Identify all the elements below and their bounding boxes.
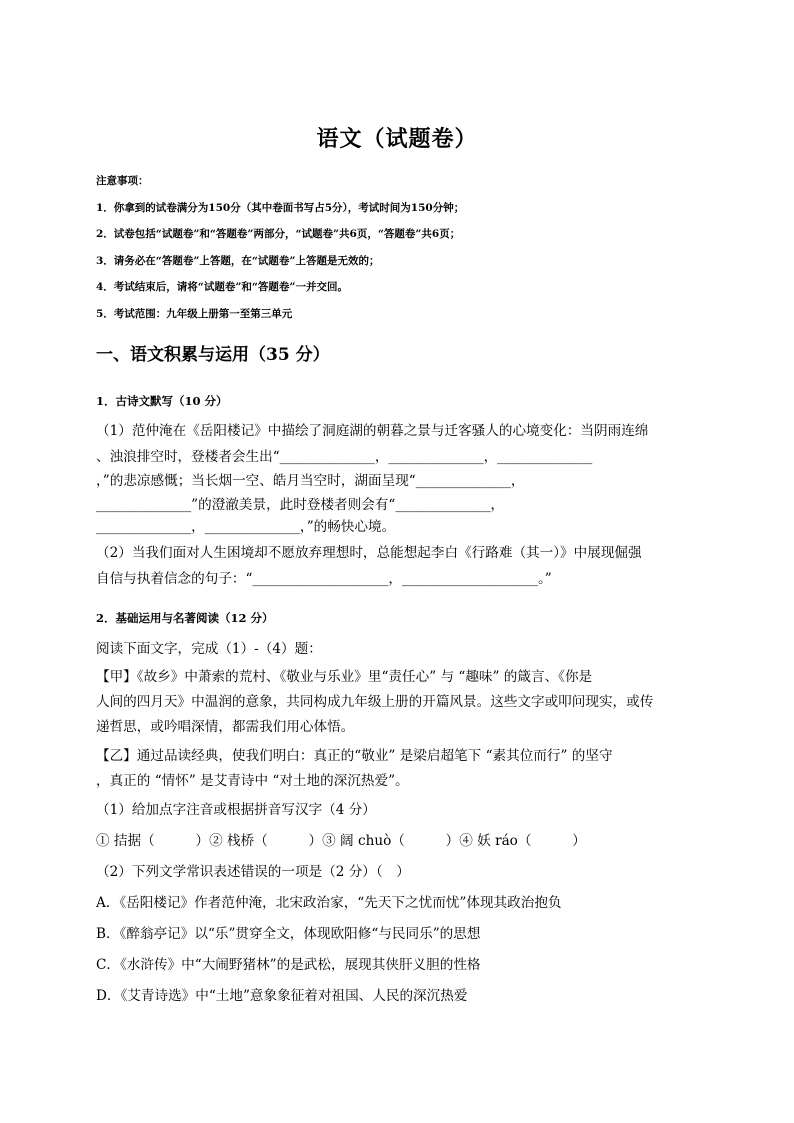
notice-block bbox=[96, 168, 464, 327]
option-c: C．《水浒传》中“大闹野猪林”的是武松，展现其侠肝义胆的性格 bbox=[96, 957, 481, 973]
question-text: （2）当我们面对人生困境却不愿放弃理想时，总能想起李白《行路难（其一）》中展现倔强 bbox=[96, 545, 642, 561]
question-heading: 1．古诗文默写（10 分） bbox=[96, 394, 228, 408]
section-heading: 一、语文积累与运用（35 分） bbox=[96, 345, 330, 365]
passage-yi: 【乙】通过品读经典，使我们明白：真正的“敬业” 是梁启超笔下 “素其位而行” 的坚守 bbox=[96, 748, 613, 764]
sub-question: （2）下列文学常识表述错误的一项是（2 分）（ ） bbox=[96, 864, 410, 880]
question-text: ______________”的澄澈美景，此时登楼者则会有“______________， bbox=[96, 497, 505, 513]
option-d: D．《艾青诗选》中“土地”意象象征着对祖国、人民的深沉热爱 bbox=[96, 988, 468, 1004]
passage-jia: 递哲思，或吟唱深情，都需我们用心体悟。 bbox=[96, 719, 355, 735]
notice-item: 4．考试结束后，请将“试题卷”和“答题卷”一并交回。 bbox=[96, 281, 348, 293]
question-text: ______________，______________，”的畅快心境。 bbox=[96, 519, 396, 535]
passage-yi: ，真正的 “情怀” 是艾青诗中 “对土地的深沉热爱”。 bbox=[96, 773, 409, 789]
option-a: A．《岳阳楼记》作者范仲淹，北宋政治家，“先天下之忧而忧”体现其政治抱负 bbox=[96, 895, 562, 911]
question-text: （1）范仲淹在《岳阳楼记》中描绘了洞庭湖的朝暮之景与迁客骚人的心境变化：当阴雨连绵 bbox=[96, 423, 649, 439]
question-intro: 阅读下面文字，完成（1）-（4）题： bbox=[96, 641, 322, 657]
passage-jia: 【甲】《故乡》中萧索的荒村、《敬业与乐业》里“责任心” 与 “趣味” 的箴言、《你是 bbox=[96, 669, 593, 685]
sub-question: （1）给加点字注音或根据拼音写汉字（4 分） bbox=[96, 802, 376, 818]
notice-item: 5．考试范围：九年级上册第一至第三单元 bbox=[96, 307, 293, 320]
notice-item: 3．请务必在“答题卷”上答题，在“试题卷”上答题是无效的； bbox=[96, 254, 380, 267]
passage-jia: 人间的四月天》中温润的意象，共同构成九年级上册的开篇风景。这些文字或叩问现实，或传 bbox=[96, 694, 654, 710]
question-text: 自信与执着信念的句子：“____________________，____________________。” bbox=[96, 571, 552, 587]
notice-item: 2．试卷包括“试题卷”和“答题卷”两部分，“试题卷”共6页，“答题卷”共6页； bbox=[96, 228, 461, 240]
question-heading: 2．基础运用与名著阅读（12 分） bbox=[96, 611, 274, 625]
option-b: B．《醉翁亭记》以“乐”贯穿全文，体现欧阳修“与民同乐”的思想 bbox=[96, 926, 481, 942]
pinyin-items: ① 拮据（ ）② 栈桥（ ）③ 阔 chuò（ ）④ 妖 ráo（ ） bbox=[96, 833, 586, 849]
notice-heading: 注意事项： bbox=[96, 175, 149, 187]
page-title: 语文（试题卷） bbox=[316, 126, 478, 152]
question-text: 、浊浪排空时，登楼者会生出“______________，______________，______________ bbox=[96, 449, 593, 465]
notice-item: 1．你拿到的试卷满分为150分（其中卷面书写占5分），考试时间为150分钟； bbox=[96, 201, 465, 214]
question-text: ，”的悲凉感慨；当长烟一空、皓月当空时，湖面呈现“______________， bbox=[96, 473, 525, 489]
